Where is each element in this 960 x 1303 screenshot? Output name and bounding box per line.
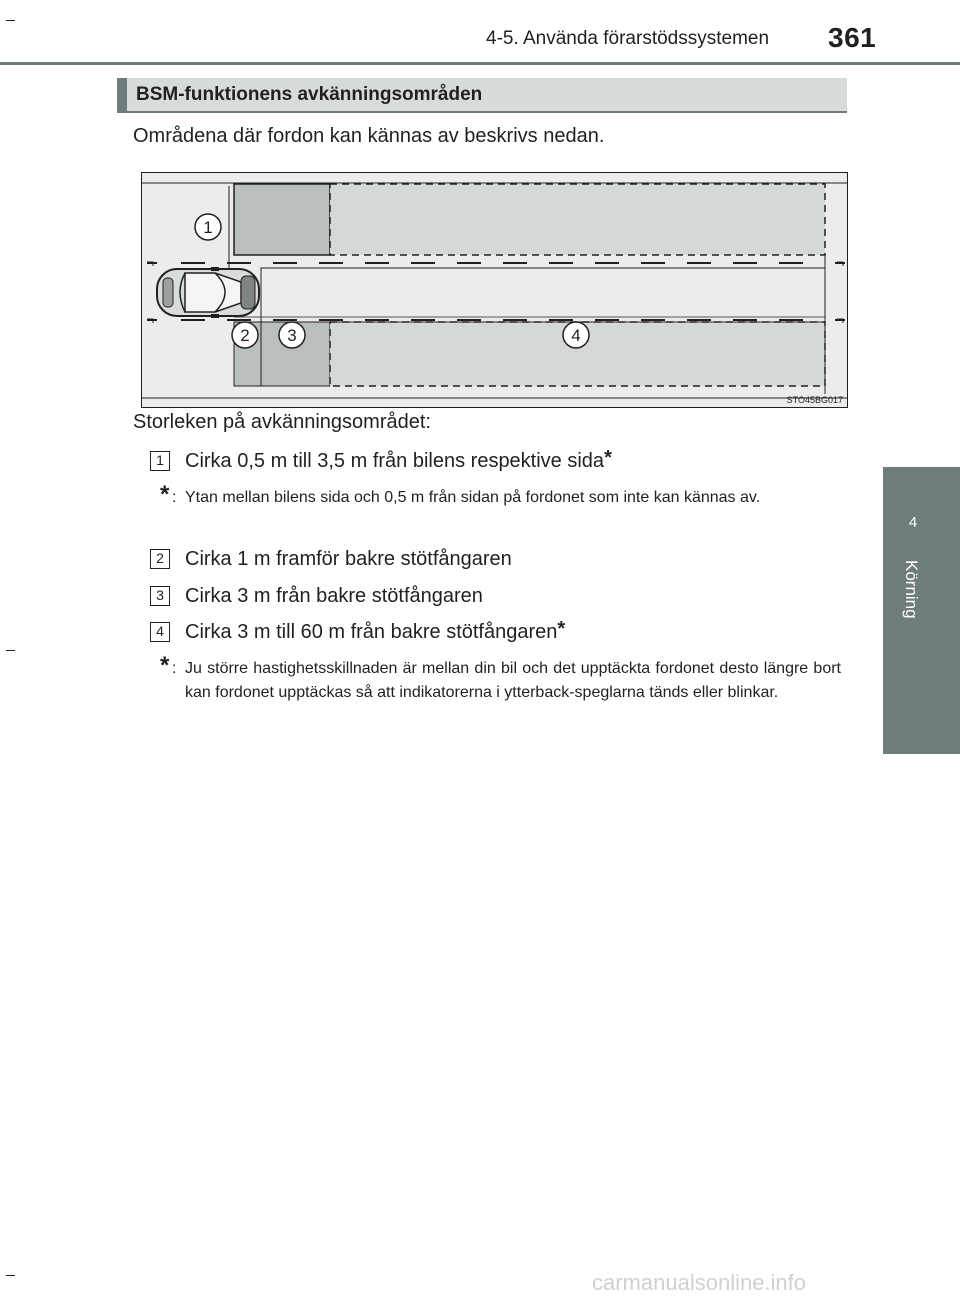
item-1-star: * bbox=[604, 447, 612, 469]
footnote-1-colon: : bbox=[172, 489, 177, 506]
section-heading-text: BSM-funktionens avkänningsområden bbox=[136, 84, 483, 105]
detection-area-diagram bbox=[141, 172, 848, 408]
page-number: 361 bbox=[828, 22, 877, 53]
footnote-2-text: Ju större hastighetsskillnaden är mellan din bil och det upptäckta fordonet desto längre bort kan fordonet upptäckas så att indikatorerna i ytterback-speglarna tänds eller blinkar. bbox=[185, 660, 841, 701]
callout-1-label: 1 bbox=[203, 218, 213, 237]
zone-1-far bbox=[330, 184, 825, 255]
item-marker-2: 2 bbox=[150, 549, 170, 569]
item-marker-1: 1 bbox=[150, 451, 170, 471]
item-1 bbox=[185, 447, 612, 473]
item-marker-4: 4 bbox=[150, 622, 170, 642]
crop-mark bbox=[6, 1275, 15, 1276]
item-4 bbox=[185, 618, 566, 644]
car-icon bbox=[157, 267, 259, 318]
zone-1-near bbox=[234, 184, 330, 255]
footnote-1-text: Ytan mellan bilens sida och 0,5 m från sidan på fordonet som inte kan kännas av. bbox=[185, 489, 761, 506]
crop-mark bbox=[6, 20, 15, 21]
item-marker-3: 3 bbox=[150, 586, 170, 606]
heading-accent-bar bbox=[117, 78, 127, 113]
footnote-2-colon: : bbox=[172, 660, 177, 677]
callout-2-label: 2 bbox=[240, 326, 250, 345]
header-rule bbox=[0, 62, 960, 65]
callout-4-label: 4 bbox=[571, 326, 581, 345]
footnote-2-star: * bbox=[160, 652, 170, 679]
watermark[interactable]: carmanualsonline.info bbox=[592, 1270, 807, 1295]
section-heading bbox=[117, 78, 847, 113]
item-4-text: Cirka 3 m till 60 m från bakre stötfångaren bbox=[185, 621, 558, 643]
crop-mark bbox=[6, 650, 15, 651]
item-2-text: Cirka 1 m framför bakre stötfångaren bbox=[185, 548, 512, 570]
intro-paragraph: Områdena där fordon kan kännas av beskrivs nedan. bbox=[133, 125, 605, 147]
diagram-code: STO45BG017 bbox=[786, 395, 843, 405]
running-header: 4-5. Använda förarstödssystemen bbox=[486, 28, 770, 49]
item-1-text: Cirka 0,5 m till 3,5 m från bilens respektive sida bbox=[185, 450, 605, 472]
item-3-text: Cirka 3 m från bakre stötfångaren bbox=[185, 585, 483, 607]
chapter-number: 4 bbox=[908, 514, 918, 531]
callout-3-label: 3 bbox=[287, 326, 297, 345]
size-label: Storleken på avkänningsområdet: bbox=[133, 411, 431, 433]
chapter-title: Körning bbox=[902, 560, 921, 619]
item-4-star: * bbox=[557, 618, 566, 640]
footnote-1-star: * bbox=[160, 481, 170, 508]
